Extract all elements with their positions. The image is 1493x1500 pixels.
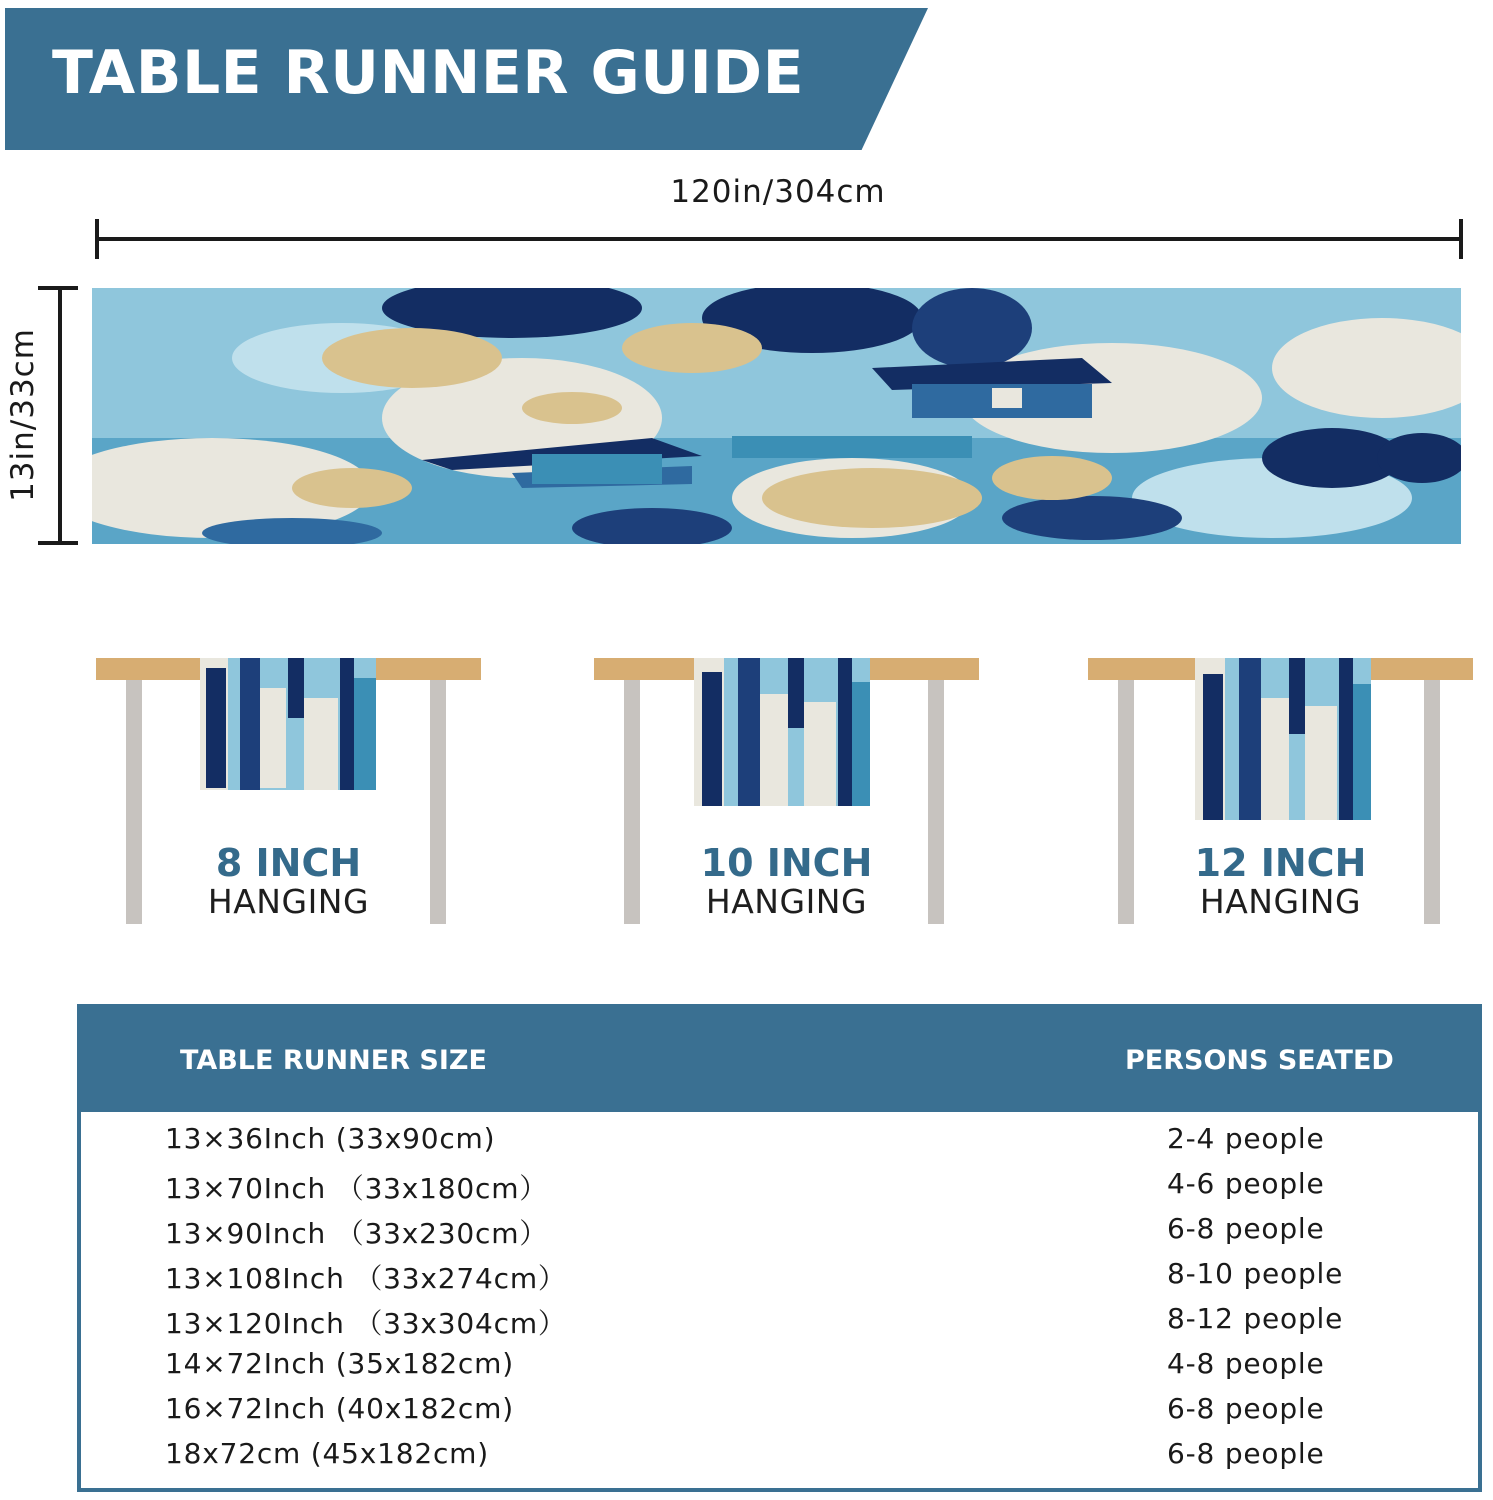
hanging-label: HANGING	[207, 882, 370, 921]
page-title: TABLE RUNNER GUIDE	[52, 38, 805, 108]
width-dimension-cap-left	[95, 219, 99, 259]
hanging-runner-10-inch	[694, 658, 870, 806]
table-row	[81, 1302, 1478, 1342]
table-row	[81, 1257, 1478, 1297]
table-runner-image	[92, 288, 1461, 544]
hanging-label: HANGING	[705, 882, 868, 921]
table-row	[81, 1347, 1478, 1387]
cell-persons-seated: 6-8 people	[1167, 1437, 1325, 1470]
height-dimension-cap-top	[38, 286, 78, 290]
cell-runner-size: 13×70Inch （33x180cm）	[165, 1172, 549, 1205]
width-dimension-label: 120in/304cm	[670, 174, 886, 210]
table-illustration-8-inch	[96, 658, 481, 928]
table-row	[81, 1122, 1478, 1162]
table-illustration-10-inch	[594, 658, 979, 928]
cell-runner-size: 13×36Inch (33x90cm)	[165, 1122, 496, 1155]
hanging-label: HANGING	[1199, 882, 1362, 921]
cell-runner-size: 14×72Inch (35x182cm)	[165, 1347, 514, 1380]
size-table	[77, 1004, 1482, 1492]
table-row	[81, 1167, 1478, 1207]
width-dimension-line	[97, 237, 1461, 241]
table-row	[81, 1212, 1478, 1252]
hanging-runner-12-inch	[1195, 658, 1371, 820]
cell-persons-seated: 6-8 people	[1167, 1212, 1325, 1245]
cell-runner-size: 13×108Inch （33x274cm）	[165, 1262, 567, 1295]
cell-runner-size: 13×120Inch （33x304cm）	[165, 1307, 567, 1340]
table-illustration-12-inch	[1088, 658, 1473, 928]
cell-persons-seated: 4-8 people	[1167, 1347, 1325, 1380]
cell-persons-seated: 4-6 people	[1167, 1167, 1325, 1200]
header-table-runner-size: TABLE RUNNER SIZE	[180, 1045, 487, 1076]
cell-persons-seated: 6-8 people	[1167, 1392, 1325, 1425]
cell-runner-size: 18x72cm (45x182cm)	[165, 1437, 489, 1470]
hanging-length-8-inch: 8 INCH	[215, 841, 362, 885]
size-table-header	[81, 1008, 1478, 1112]
hanging-length-12-inch: 12 INCH	[1194, 841, 1367, 885]
table-row	[81, 1437, 1478, 1477]
hanging-runner-8-inch	[200, 658, 376, 790]
table-row	[81, 1392, 1478, 1432]
cell-runner-size: 16×72Inch (40x182cm)	[165, 1392, 514, 1425]
width-dimension-cap-right	[1459, 219, 1463, 259]
cell-persons-seated: 8-12 people	[1167, 1302, 1344, 1335]
height-dimension-line	[58, 288, 62, 544]
cell-persons-seated: 8-10 people	[1167, 1257, 1344, 1290]
header-persons-seated: PERSONS SEATED	[1125, 1045, 1394, 1076]
cell-persons-seated: 2-4 people	[1167, 1122, 1325, 1155]
height-dimension-label: 13in/33cm	[5, 328, 41, 502]
cell-runner-size: 13×90Inch （33x230cm）	[165, 1217, 549, 1250]
height-dimension-cap-bottom	[38, 541, 78, 545]
hanging-length-10-inch: 10 INCH	[700, 841, 873, 885]
